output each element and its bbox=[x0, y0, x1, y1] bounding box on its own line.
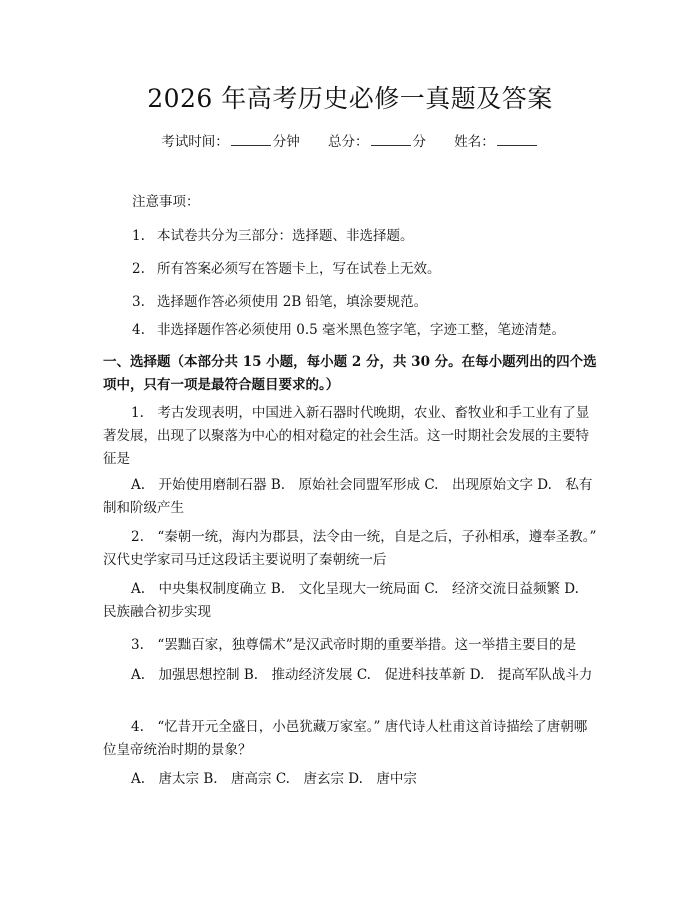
exam-time-unit: 分钟 bbox=[272, 134, 300, 150]
notice-item bbox=[132, 320, 565, 340]
notice-item-text: 本试卷共分为三部分：选择题、非选择题。 bbox=[157, 228, 414, 244]
exam-time-blank bbox=[231, 132, 271, 146]
question-stem: 3. “罢黜百家，独尊儒术”是汉武帝时期的重要举措。这一举措主要目的是 bbox=[131, 637, 577, 653]
question-stem: 4. “忆昔开元全盛日，小邑犹藏万家室。” 唐代诗人杜甫这首诗描绘了唐朝哪位皇帝统治时期的景象？ bbox=[103, 719, 588, 758]
page-title: 2026 年高考历史必修一真题及答案 bbox=[147, 84, 553, 113]
name-blank bbox=[497, 132, 537, 146]
question-options: A. 加强思想控制 B. 推动经济发展 C. 促进科技革新 D. 提高军队战斗力 bbox=[131, 667, 593, 683]
name-label: 姓名： bbox=[454, 134, 495, 150]
name-field bbox=[454, 134, 539, 150]
question-options: A. 中央集权制度确立 B. 文化呈现大一统局面 C. 经济交流日益频繁 D. 民族融合初步实现 bbox=[103, 581, 593, 620]
exam-meta bbox=[0, 132, 700, 152]
notice-item bbox=[132, 226, 414, 246]
exam-time-label: 考试时间： bbox=[161, 134, 229, 150]
notice-item-text: 非选择题作答必须使用 0.5 毫米黑色签字笔，字迹工整，笔迹清楚。 bbox=[157, 322, 566, 338]
notice-item-number: 2. bbox=[132, 261, 145, 277]
notice-item-number: 4. bbox=[132, 322, 145, 338]
total-score-field bbox=[328, 134, 430, 150]
question-options: A. 唐太宗 B. 唐高宗 C. 唐玄宗 D. 唐中宗 bbox=[131, 771, 417, 787]
notice-item-text: 选择题作答必须使用 2B 铅笔，填涂要规范。 bbox=[157, 294, 428, 310]
total-score-unit: 分 bbox=[412, 134, 426, 150]
question-stem: 1. 考古发现表明，中国进入新石器时代晚期，农业、畜牧业和手工业有了显著发展，出现了以聚落为中心的相对稳定的社会生活。这一时期社会发展的主要特征是 bbox=[103, 405, 590, 467]
total-score-label: 总分： bbox=[328, 134, 369, 150]
notice-item-text: 所有答案必须写在答题卡上，写在试卷上无效。 bbox=[157, 261, 441, 277]
notice-item bbox=[132, 292, 427, 312]
total-score-blank bbox=[371, 132, 411, 146]
section-heading: 一、选择题（本部分共 15 小题，每小题 2 分，共 30 分。在每小题列出的四个选项中，只有一项是最符合题目要求的。） bbox=[103, 354, 597, 393]
notice-heading: 注意事项： bbox=[132, 194, 200, 210]
notice-item bbox=[132, 259, 441, 279]
question-stem: 2. “秦朝一统，海内为郡县，法令由一统，自是之后，子孙相承，遵奉圣教。” 汉代史学家司马迁这段话主要说明了秦朝统一后 bbox=[103, 529, 597, 568]
question-options: A. 开始使用磨制石器 B. 原始社会同盟军形成 C. 出现原始文字 D. 私有制和阶级产生 bbox=[103, 477, 593, 516]
notice-item-number: 1. bbox=[132, 228, 145, 244]
notice-item-number: 3. bbox=[132, 294, 145, 310]
exam-time-field bbox=[161, 134, 304, 150]
